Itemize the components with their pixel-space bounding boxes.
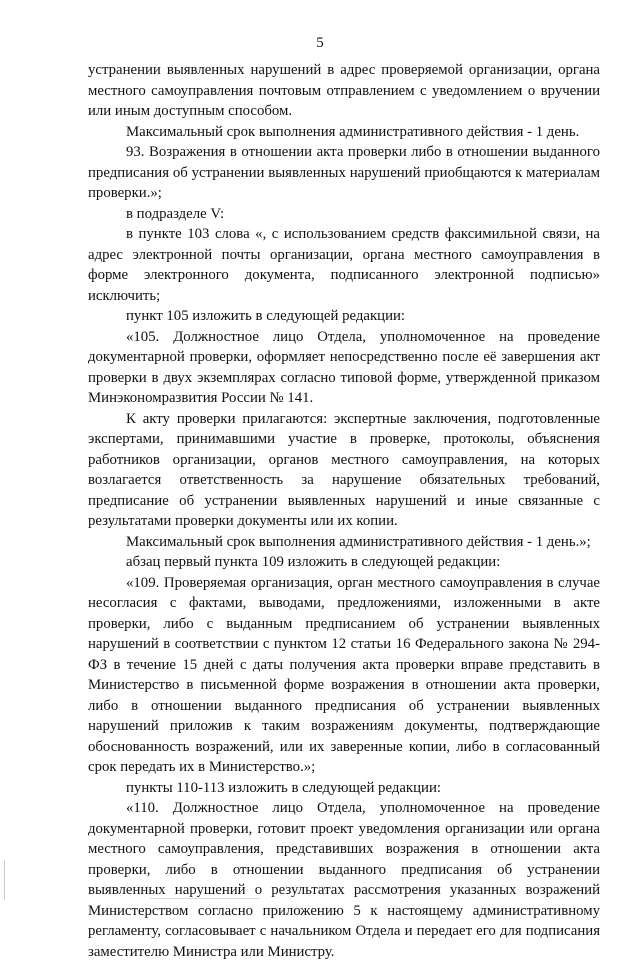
paragraph-item-93: 93. Возражения в отношении акта проверки либо в отношении выданного предписания об устранении выявленных нарушений приобщаются к материалам проверки.»; <box>88 144 600 201</box>
paragraph-subsection-v: в подразделе V: <box>126 205 225 222</box>
paragraph-item-103: в пункте 103 слова «, с использованием средств факсимильной связи, на адрес электронной почты организации, органа местного самоуправления в форме электронного документа, подписанного электронной подписью» исключить; <box>88 226 600 304</box>
paragraph-item-109-intro: абзац первый пункта 109 изложить в следующей редакции: <box>126 554 501 570</box>
paragraph-max-term-2: Максимальный срок выполнения административного действия - 1 день.»; <box>126 533 591 550</box>
paragraph-item-110: «110. Должностное лицо Отдела, уполномоченное на проведение документарной проверки, готовит проект уведомления организации или органа местного самоуправления, представивших возражения в отношении акта проверки, либо в отношении выданного предписания об устранении выявленных нарушений о результатах рассмотрения указанных возражений Министерством согласно приложению 5 к настоящему административному регламенту, согласовывает с начальником Отдела и передает его для подписания заместителю Министра или Министру. <box>88 800 600 960</box>
paragraph-item-105-intro: пункт 105 изложить в следующей редакции: <box>126 308 406 324</box>
document-body <box>88 60 600 962</box>
scan-footer-line <box>150 898 260 899</box>
paragraph-item-105: «105. Должностное лицо Отдела, уполномоченное на проведение документарной проверки, оформляет непосредственно после её завершения акт проверки в двух экземплярах согласно типовой форме, утвержденной приказом Минэкономразвития России № 141. <box>88 328 600 406</box>
page-number: 5 <box>316 35 324 51</box>
paragraph-attachments: К акту проверки прилагаются: экспертные заключения, подготовленные экспертами, принимавшими участие в проверке, протоколы, объяснения работников организации, органов местного самоуправления, на которых возлагается ответственность за нарушение обязательных требований, предписание об устранении выявленных нарушений и иные связанные с результатами проверки документы или их копии. <box>88 410 600 529</box>
paragraph-items-110-113-intro: пункты 110-113 изложить в следующей редакции: <box>126 779 441 796</box>
paragraph-item-109: «109. Проверяемая организация, орган местного самоуправления в случае несогласия с фактами, выводами, предложениями, изложенными в акте проверки, либо с выданным предписанием об устранении выявленных нарушений в соответствии с пунктом 12 статьи 16 Федерального закона № 294-ФЗ в течение 15 дней с даты получения акта проверки вправе представить в Министерство в письменной форме возражения в отношении акта проверки, либо в отношении выданного предписания об устранении выявленных нарушений приложив к таким возражениям документы, подтверждающие обоснованность возражений, или их заверенные копии, либо в согласованный срок передать их в Министерство.»; <box>88 574 600 775</box>
paragraph-max-term-1: Максимальный срок выполнения административного действия - 1 день. <box>126 123 580 140</box>
scan-edge-mark <box>4 860 5 900</box>
paragraph-continuation: устранении выявленных нарушений в адрес проверяемой организации, органа местного самоуправления почтовым отправлением с уведомлением о вручении или иным доступным способом. <box>88 62 600 119</box>
